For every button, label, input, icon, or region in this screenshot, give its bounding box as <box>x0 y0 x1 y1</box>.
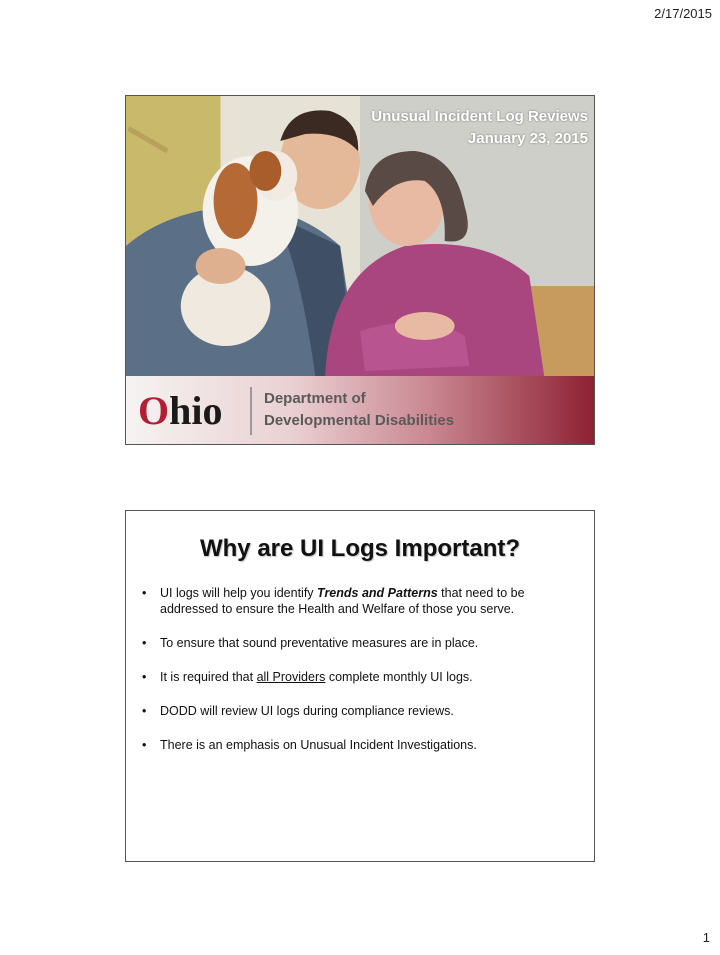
department-name <box>264 388 454 432</box>
slide-1 <box>125 95 595 445</box>
handout-date: 2/17/2015 <box>654 6 712 21</box>
slide-1-title <box>371 106 588 150</box>
ohio-logo: Ohio <box>138 388 223 433</box>
bullet-item: • There is an emphasis on Unusual Incident Investigations. <box>142 738 477 752</box>
slide-1-title-line-1: Unusual Incident Log Reviews <box>371 108 588 125</box>
slide-2-title: Why are UI Logs Important? <box>199 535 520 562</box>
bullet-item: • DODD will review UI logs during compliance reviews. <box>142 704 454 718</box>
bullet-item: • To ensure that sound preventative measures are in place. <box>142 636 479 650</box>
bullet-item: • UI logs will help you identify Trends and Patterns that need to be addressed to ensure the Health and Welfare of those you serve. <box>142 586 525 616</box>
page-number: 1 <box>702 930 710 945</box>
slide-2 <box>125 510 595 862</box>
bullet-item: • It is required that all Providers complete monthly UI logs. <box>142 670 473 684</box>
brand-band <box>126 376 594 445</box>
department-line-1: Department of <box>264 390 366 407</box>
logo-divider <box>250 387 252 435</box>
slide-1-title-line-2: January 23, 2015 <box>467 130 588 147</box>
bullet-list <box>142 585 582 771</box>
department-line-2: Developmental Disabilities <box>264 412 455 429</box>
